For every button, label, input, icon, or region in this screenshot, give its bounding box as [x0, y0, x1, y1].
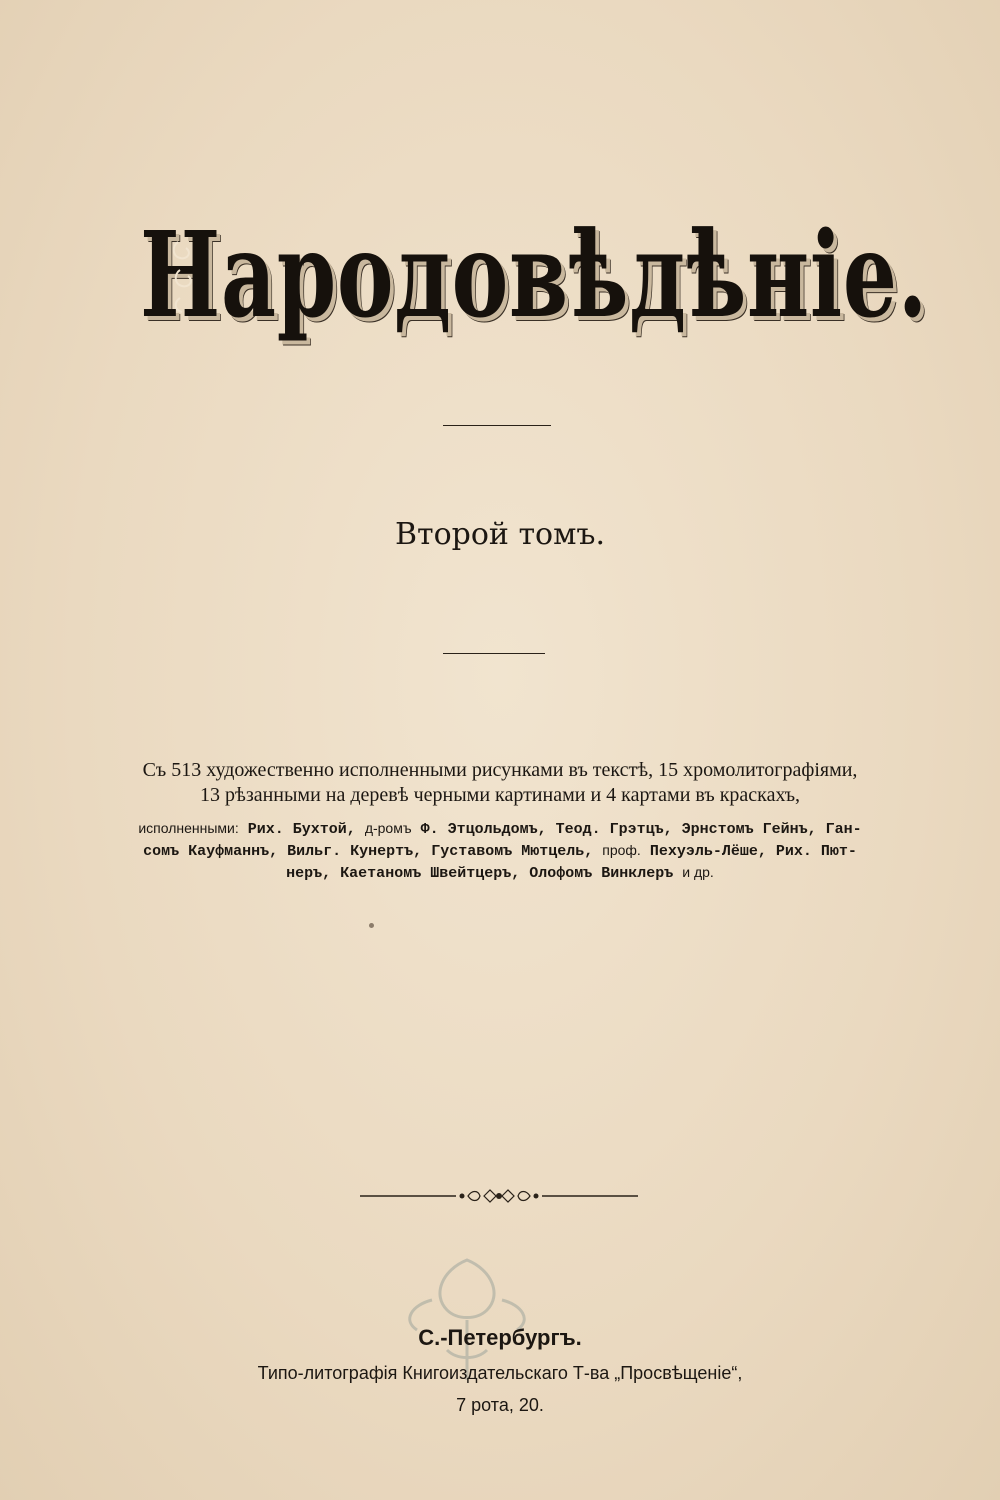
artists-prefix: исполненными:	[138, 820, 239, 836]
divider-rule	[443, 425, 551, 426]
artists-names: неръ, Каетаномъ Швейтцеръ, Олофомъ Винклеръ	[286, 865, 674, 882]
imprint-printer: Типо-литографія Книгоиздательскаго Т-ва „Просвѣщеніе“,	[257, 1363, 743, 1383]
subtitle-line: 13 рѣзанными на деревѣ черными картинами и 4 картами въ краскахъ,	[199, 784, 801, 806]
vignette-ornament	[360, 1186, 638, 1206]
title-flourish-ornament	[170, 222, 204, 322]
subtitle-line: Съ 513 художественно исполненными рисунками въ текстѣ, 15 хромолитографіями,	[142, 759, 858, 781]
artists-title: проф.	[602, 842, 641, 858]
imprint-city: С.-Петербургъ.	[418, 1325, 582, 1350]
imprint-address: 7 рота, 20.	[456, 1395, 544, 1415]
paper-speck	[369, 923, 374, 928]
divider-rule	[443, 653, 545, 654]
artists-suffix: и др.	[682, 864, 714, 880]
book-title: Народовѣдѣніе.	[140, 205, 928, 344]
artists-names: Рих. Бухтой,	[247, 821, 356, 838]
artists-names: Ф. Этцольдомъ, Теод. Грэтцъ, Эрнстомъ Гейнъ, Ган-	[420, 821, 862, 838]
artists-line	[60, 860, 940, 886]
artists-title: д-ромъ	[364, 820, 412, 836]
volume-label: Второй томъ.	[394, 517, 606, 552]
artists-names: сомъ Кауфманнъ, Вильг. Кунертъ, Густавомъ Мютцель,	[143, 843, 594, 860]
artists-names: Пехуэль-Лёше, Рих. Пют-	[649, 843, 857, 860]
